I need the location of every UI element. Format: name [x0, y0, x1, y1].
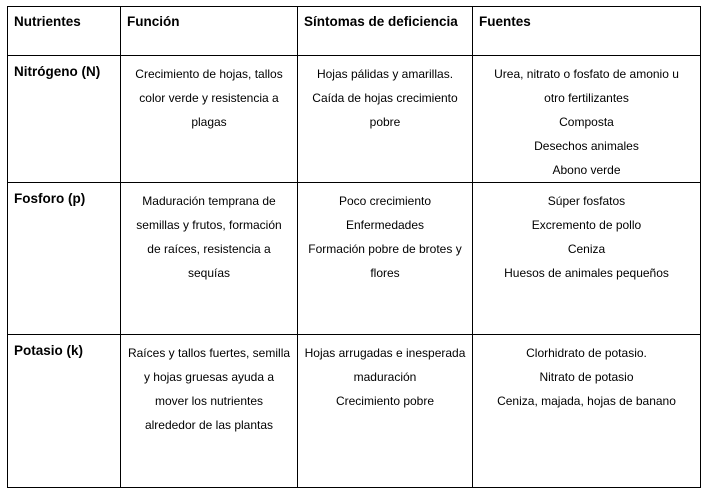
cell-line: Clorhidrato de potasio.	[526, 346, 647, 360]
fuentes-cell	[473, 183, 701, 335]
cell-line: alrededor de las plantas	[144, 418, 274, 432]
table-row	[8, 335, 701, 488]
funcion-cell	[121, 335, 298, 488]
header-nutrientes: Nutrientes	[8, 7, 121, 56]
cell-line: Caída de hojas crecimiento	[312, 91, 458, 105]
cell-line: de raíces, resistencia a	[147, 242, 271, 256]
cell-line: Hojas pálidas y amarillas.	[316, 67, 454, 81]
cell-line: Raíces y tallos fuertes, semilla	[127, 346, 291, 360]
cell-line: Abono verde	[552, 163, 621, 177]
cell-line: semillas y frutos, formación	[136, 218, 282, 232]
cell-line: Desechos animales	[534, 139, 639, 153]
sintomas-cell	[298, 56, 473, 183]
funcion-cell	[121, 183, 298, 335]
cell-line: Enfermedades	[345, 218, 425, 232]
cell-line: Formación pobre de brotes y	[308, 242, 462, 256]
cell-line: Ceniza	[567, 242, 606, 256]
cell-line: flores	[370, 266, 400, 280]
cell-line: Ceniza, majada, hojas de banano	[497, 394, 676, 408]
cell-line: sequías	[187, 266, 231, 280]
header-funcion: Función	[121, 7, 298, 56]
cell-line: Composta	[559, 115, 614, 129]
cell-line: color verde y resistencia a	[139, 91, 279, 105]
cell-line: Súper fosfatos	[547, 194, 626, 208]
cell-line: pobre	[369, 115, 401, 129]
nutrient-name: Fosforo (p)	[8, 183, 121, 335]
cell-line: Hojas arrugadas e inesperada	[304, 346, 466, 360]
nutrient-name: Potasio (k)	[8, 335, 121, 488]
fuentes-cell	[473, 56, 701, 183]
cell-line: mover los nutrientes	[154, 394, 264, 408]
table-row	[8, 56, 701, 183]
cell-line: Urea, nitrato o fosfato de amonio u	[494, 67, 679, 81]
cell-line: Nitrato de potasio	[539, 370, 634, 384]
table-row	[8, 183, 701, 335]
cell-line: otro fertilizantes	[544, 91, 629, 105]
cell-line: Excremento de pollo	[531, 218, 642, 232]
cell-line: y hojas gruesas ayuda a	[143, 370, 275, 384]
cell-line: plagas	[191, 115, 227, 129]
cell-line: maduración	[353, 370, 417, 384]
cell-line: Crecimiento de hojas, tallos	[135, 67, 283, 81]
cell-line: Huesos de animales pequeños	[504, 266, 669, 280]
sintomas-cell	[298, 183, 473, 335]
cell-line: Poco crecimiento	[338, 194, 432, 208]
header-sintomas: Síntomas de deficiencia	[298, 7, 473, 56]
sintomas-cell	[298, 335, 473, 488]
fuentes-cell	[473, 335, 701, 488]
funcion-cell	[121, 56, 298, 183]
header-row	[8, 7, 701, 56]
cell-line: Maduración temprana de	[142, 194, 276, 208]
cell-line: Crecimiento pobre	[335, 394, 435, 408]
header-fuentes: Fuentes	[473, 7, 701, 56]
nutrient-name: Nitrógeno (N)	[8, 56, 121, 183]
nutrients-table	[7, 6, 701, 488]
